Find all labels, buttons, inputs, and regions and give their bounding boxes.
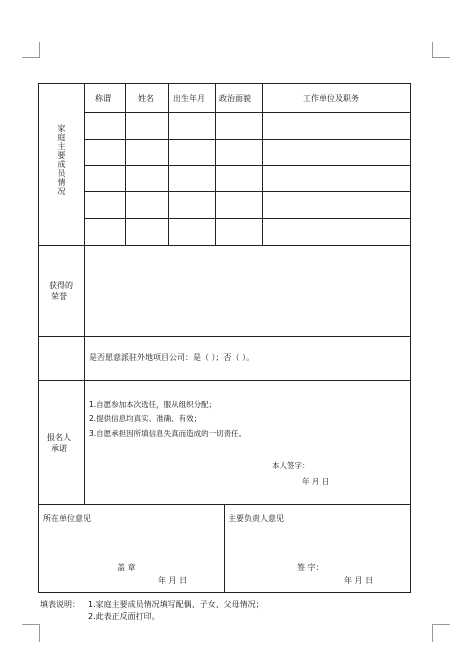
section-divider <box>38 380 411 381</box>
row-divider <box>84 139 411 140</box>
honors-label-line1: 获得的 <box>49 281 73 290</box>
row-divider <box>84 112 411 113</box>
crop-mark-top-right-v <box>432 42 433 58</box>
commitment-label-line2: 承诺 <box>51 444 67 453</box>
notes-item: 2.此表正反面打印。 <box>88 612 160 621</box>
honors-label-line2: 荣誉 <box>51 292 67 301</box>
commitment-item: 3.自愿承担因所填信息失真而造成的一切责任。 <box>89 429 247 438</box>
header-work-unit: 工作单位及职务 <box>303 94 359 103</box>
opinion-divider <box>224 504 225 593</box>
crop-mark-top-left <box>22 57 40 58</box>
commitment-item: 1.自愿参加本次选任，服从组织分配； <box>89 400 217 409</box>
crop-mark-bottom-right <box>432 624 450 625</box>
header-name: 姓名 <box>138 94 154 103</box>
column-divider <box>125 83 126 245</box>
leader-opinion-signature: 签 字： <box>297 563 324 572</box>
commitment-date: 年 月 日 <box>302 477 330 486</box>
commitment-signature-label: 本人签字： <box>272 461 310 470</box>
row-divider <box>84 218 411 219</box>
column-divider <box>215 83 216 245</box>
crop-mark-bottom-right-v <box>432 624 433 642</box>
notes-label: 填表说明： <box>40 600 80 609</box>
unit-opinion-title: 所在单位意见 <box>43 514 91 523</box>
row-divider <box>84 165 411 166</box>
unit-opinion-date: 年 月 日 <box>158 576 188 585</box>
section-divider <box>38 245 411 246</box>
leader-opinion-date: 年 月 日 <box>344 576 374 585</box>
crop-mark-bottom-left-v <box>39 624 40 642</box>
header-birth: 出生年月 <box>173 94 205 103</box>
crop-mark-top-left-v <box>39 42 40 58</box>
crop-mark-bottom-left <box>22 624 40 625</box>
label-column-divider <box>84 83 85 504</box>
crop-mark-top-right <box>432 57 450 58</box>
commitment-item: 2.提供信息均真实、准确、有效； <box>89 414 202 423</box>
leader-opinion-title: 主要负责人意见 <box>228 514 284 523</box>
commitment-label-line1: 报名人 <box>47 433 71 442</box>
assignment-question: 是否愿意派驻外地项目公司：是（ ）；否（ ）。 <box>89 353 255 362</box>
family-section-label: 家庭主要成员情况 <box>57 124 66 196</box>
notes-item: 1.家庭主要成员情况填写配偶、子女、父母情况； <box>88 600 264 609</box>
section-divider <box>38 336 411 337</box>
honors-field[interactable] <box>90 260 405 330</box>
header-political-status: 政治面貌 <box>219 94 251 103</box>
unit-opinion-stamp: 盖 章 <box>117 563 136 572</box>
row-divider <box>84 191 411 192</box>
column-divider <box>262 83 263 245</box>
column-divider <box>168 83 169 245</box>
header-relation: 称谓 <box>95 94 111 103</box>
